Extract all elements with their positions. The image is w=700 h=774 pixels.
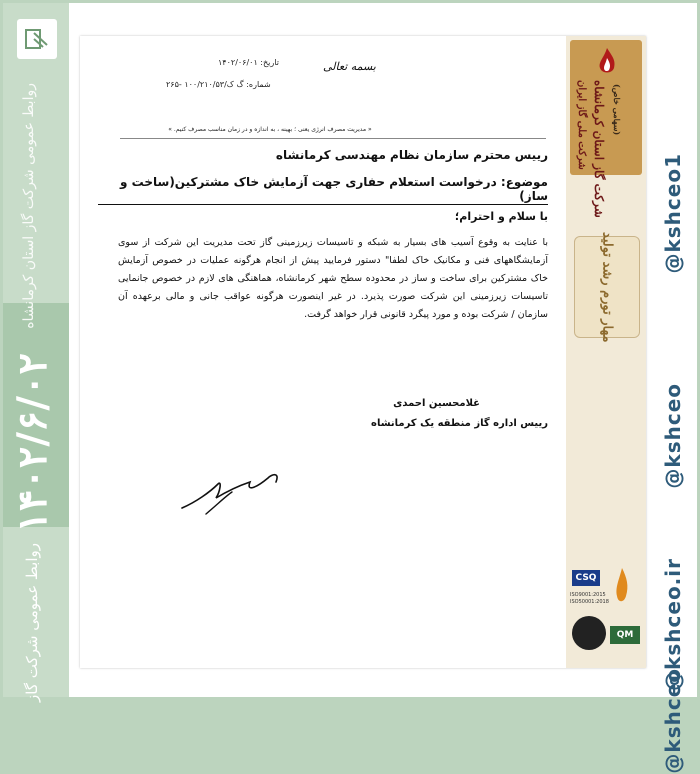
- letter-date: تاریخ: ۱۴۰۲/۰۶/۰۱: [218, 58, 279, 67]
- sidebar-date: ۱۴۰۲/۶/۰۲: [9, 353, 56, 533]
- company-top-name: شرکت ملی گاز ایران: [576, 80, 587, 170]
- sidebar-top-text: روابط عمومی شرکت گاز استان کرمانشاه: [21, 83, 37, 329]
- instagram-handle[interactable]: @kshceo: [661, 668, 685, 774]
- iso-label: ISO9001:2015 ISO50001:2018: [570, 592, 609, 605]
- signer-title: رییس اداره گاز منطقه یک کرمانشاه: [371, 418, 548, 429]
- recipient-line: رییس محترم سازمان نظام مهندسی کرمانشاه: [275, 148, 548, 162]
- handwritten-signature: [176, 462, 286, 518]
- slogan-text: مهار تورم رشد تولید: [599, 231, 615, 343]
- gas-flame-icon: [596, 46, 618, 76]
- rubika-handle[interactable]: @kshceo: [661, 383, 685, 489]
- flame-logo-icon: [614, 566, 630, 606]
- signer-name: غلامحسین احمدی: [393, 398, 480, 409]
- qm-badge: QM: [610, 626, 640, 644]
- page-logo-icon: [17, 19, 57, 59]
- company-main-name: شرکت گاز استان کرمانشاه: [592, 80, 606, 218]
- telegram-handle[interactable]: @kshceo.ir: [661, 558, 685, 691]
- csq-badge: CSQ: [572, 570, 600, 586]
- letter-paragraph: با عنایت به وقوع آسیب های بسیار به شبکه و تاسیسات زیرزمینی گاز تحت مدیریت این شرکت از سوی آزمایشگاههای فنی و مکانیک خاک لطفا" دستور فرمایید پیش از انجام هرگونه عملیات در خصوص آزمایش خاک مشترکین برای ساخت و ساز در محدوده سطح شهر کرمانشاه، هماهنگی های لازم در خصوص جانمایی تاسیسات زیرزمینی این شرکت صورت پذیرد. در غیر اینصورت هرگونه عواقب جانی و مالی برعهده آن سازمان / شرکت بوده و مورد پیگرد قانونی قرار خواهد گرفت.: [118, 237, 548, 320]
- bismillah: بسمه تعالی: [323, 60, 376, 73]
- certification-logo-icon: [572, 616, 606, 650]
- slogan-seal: [574, 231, 640, 343]
- energy-policy-line: « مدیریت مصرف انرژی یعنی ؛ بهینه ، به اندازه و در زمان مناسب مصرف کنیم. »: [168, 126, 372, 133]
- header-divider: [120, 138, 546, 139]
- subject-line: موضوع: درخواست استعلام حفاری جهت آزمایش خاک مشترکین(ساخت و ساز): [98, 175, 548, 205]
- letter-page: [80, 36, 646, 668]
- eitaa-handle[interactable]: @kshceo1: [661, 153, 685, 274]
- sidebar-bottom-text: روابط عمومی شرکت گاز: [23, 543, 41, 702]
- letter-number: شماره: گ ک/۱۰۰/۲۱۰/۵۳ -۲۶۵: [166, 80, 271, 89]
- letterhead-banner: [570, 40, 642, 218]
- letterhead: [566, 36, 646, 668]
- social-band: [649, 3, 697, 774]
- left-band: [3, 3, 69, 702]
- greeting-line: با سلام و احترام؛: [454, 210, 548, 223]
- company-sub-name: (سهامی خاص): [612, 84, 622, 136]
